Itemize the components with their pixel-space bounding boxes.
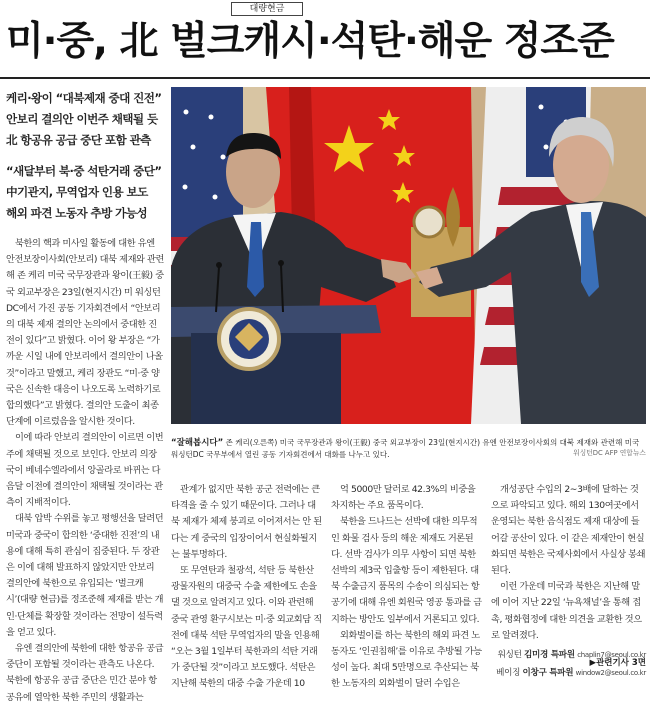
deck-line: 北 항공유 공급 중단 포함 관측 (6, 133, 151, 147)
paragraph: 북한을 드나드는 선박에 대한 의무적인 화물 검사 등의 해운 제재도 거론된다. 선박 검사가 의무 사항이 되면 북한 선박의 제3국 입출항 등이 제한된다. 대북 수출금지 품목의 수송이 의심되는 항공기에 대해 유엔 회원국 영공 통과를 금지하는 방안도 일부에서 거론되고 있다. (331, 516, 482, 625)
article-column-1 (6, 236, 164, 706)
article-column-3 (331, 482, 484, 693)
byline-place: 베이징 (496, 668, 521, 679)
byline-name: 이창구 특파원 (522, 668, 574, 679)
paragraph: 이에 따라 안보리 결의안이 이르면 이번 주에 채택될 것으로 보인다. 안보리 의장국이 베네수엘라에서 앙골라로 바뀌는 다음달 이전에 결의안이 채택될 것이라는 관측이 지배적이다. (6, 432, 164, 509)
paragraph: 관계가 없지만 북한 공군 전력에는 큰 타격을 줄 수 있기 때문이다. 그러나 대북 제재가 체제 붕괴로 이어져서는 안 된다는 게 중국의 입장이어서 현실화될지는 불투명하다. (171, 484, 322, 560)
related-article-link[interactable]: ▶관련기사 3면 (589, 658, 646, 668)
byline-email[interactable]: window2@seoul.co.kr (575, 669, 646, 678)
paragraph: 이런 가운데 미국과 북한은 지난해 말에 이어 지난 22일 ‘뉴욕채널’을 통해 접촉, 평화협정에 대한 의견을 교환한 것으로 알려졌다. (491, 581, 642, 641)
paragraph: 유엔 결의안에 북한에 대한 항공유 공급 중단이 포함될 것이라는 관측도 나온다. 북한에 항공유 공급 중단은 민간 분야 항공유에 열악한 북한 주민의 생활과는 (6, 643, 164, 703)
deck-line: 해외 파견 노동자 추방 가능성 (6, 206, 147, 220)
byline-email[interactable]: chaplin7@seoul.co.kr (577, 651, 646, 660)
deck-line: 케리·왕이 “대북제재 중대 진전” (6, 91, 162, 105)
photo-credit: 워싱턴DC AFP 연합뉴스 (573, 449, 646, 457)
paragraph: 북한의 핵과 미사일 활동에 대한 유엔 안전보장이사회(안보리) 대북 제재와 관련해 존 케리 미국 국무장관과 왕이(王毅) 중국 외교부장은 23일(현지시간) 미 워싱턴DC에서 가진 공동 기자회견에서 “안보리의 대북 제재 결의안 논의에서 중대한 진전이 있다”고 밝혔다. 이어 왕 부장은 “가까운 시일 내에 안보리에서 결의안이 나올 것”이라고 말했고, 케리 장관도 “미·중 양국은 신속한 대응이 나오도록 노력하기로 합의했다”고 밝혔다. 결의안 도출이 최종 단계에 이르렀음을 알시한 것이다. (6, 238, 165, 428)
byline-place: 워싱턴 (497, 650, 522, 661)
byline-name: 김미경 특파원 (524, 650, 575, 661)
news-photo (171, 87, 646, 424)
deck-group-1 (6, 88, 164, 151)
deck-line: 안보리 결의안 이번주 채택될 듯 (6, 112, 158, 126)
subheadline-decks (6, 88, 164, 234)
headline-rule (0, 77, 650, 79)
photo-caption (171, 437, 646, 460)
byline-2 (491, 666, 646, 680)
caption-lead: “잘해봅시다” (171, 438, 224, 448)
paragraph: 개성공단 수입의 2∼3배에 달하는 것으로 파악되고 있다. 해외 130여곳에서 운영되는 북한 음식점도 제재 대상에 들어갈 공산이 있다. 이 같은 제재안이 현실화되면 북한은 국제사회에서 사실상 봉쇄된다. (491, 484, 646, 577)
deck-line: 中기관지, 무역업자 인용 보도 (6, 185, 148, 199)
article-column-2 (171, 482, 324, 693)
paragraph: 또 무연탄과 철광석, 석탄 등 북한산 광물자원의 대중국 수출 제한에도 손을 댈 것으로 알려지고 있다. 이와 관련해 중국 관영 환구시보는 미·중 외교회담 직전에 대북 석탄 무역업자의 말을 인용해 “오는 3월 1일부터 북한과의 석탄 거래가 중단될 것”이라고 보도했다. 석탄은 지난해 북한의 대중 수출 가운데 10 (171, 565, 322, 690)
caption-text: 존 케리(오른쪽) 미국 국무장관과 왕이(王毅) 중국 외교부장이 23일(현지시간) 유엔 안전보장이사회의 대북 제재와 관련해 미국 워싱턴DC 국무부에서 열린 공동 기자회견에서 대화를 나누고 있다. (171, 438, 640, 459)
paragraph: 외화벌이를 하는 북한의 해외 파견 노동자도 ‘인권침해’를 이유로 추방될 가능성이 높다. 최대 5만명으로 추산되는 북한 노동자의 외화벌이 달러 수입은 (331, 629, 482, 690)
paragraph: 대북 압박 수위를 놓고 평행선을 달려던 미국과 중국이 합의한 ‘중대한 진전’의 내용에 대해 특히 관심이 집중된다. 두 장관은 이에 대해 발표하지 않았지만 안보리 결의안에 북한으로 유입되는 ‘벌크캐시’(대량 현금)를 정조준해 제재를 받는 개인·단체를 확장할 것이라는 전망이 설득력을 얻고 있다. (6, 513, 164, 638)
paragraph: 억 5000만 달러로 42.3%의 비중을 차지하는 주요 품목이다. (331, 484, 476, 512)
photo-illustration (171, 87, 646, 424)
headline: 미·중, 北 벌크캐시·석탄·해운 정조준 (6, 19, 614, 64)
kicker-label: 대량현금 (231, 2, 303, 16)
deck-line: “새달부터 북·중 석탄거래 중단” (6, 164, 162, 178)
deck-group-2 (6, 161, 164, 224)
article-column-4 (491, 482, 646, 680)
